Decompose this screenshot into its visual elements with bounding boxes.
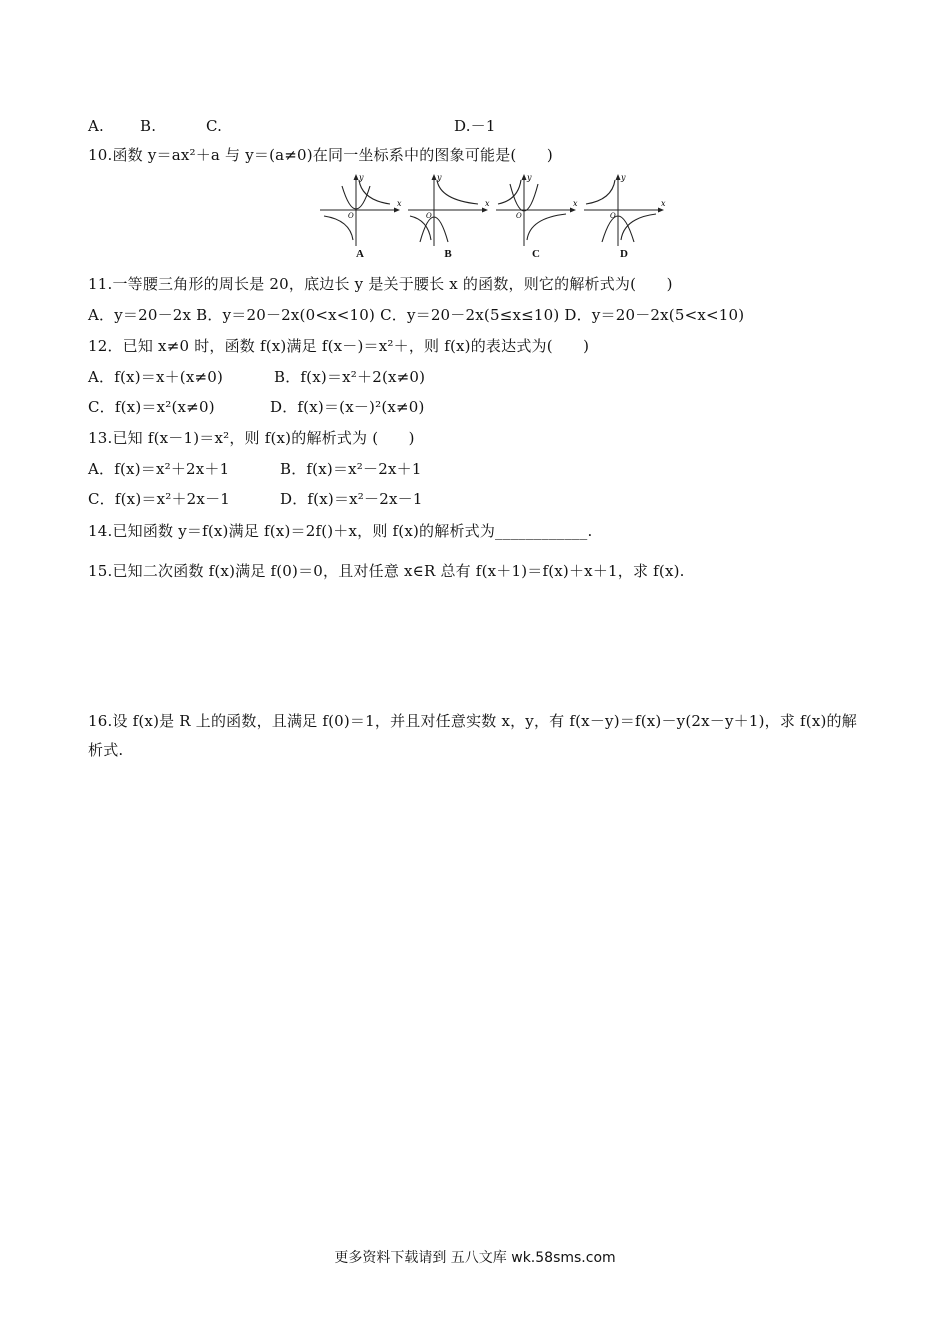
graph-c <box>494 172 578 264</box>
q13-option-b: B．f(x)＝x²－2x＋1 <box>280 460 422 478</box>
q12-stem: 12．已知 x≠0 时，函数 f(x)满足 f(x－)＝x²＋，则 f(x)的表达式为( ) <box>88 337 590 355</box>
graph-b-x-label: x <box>485 199 490 208</box>
graph-a-label: A <box>356 248 364 260</box>
q12-option-c: C．f(x)＝x²(x≠0) <box>88 398 215 416</box>
graph-b-plot <box>406 172 490 248</box>
q11-option-b: B．y＝20－2x(0<x<10) <box>196 306 376 324</box>
q12-option-b: B．f(x)＝x²＋2(x≠0) <box>274 368 426 386</box>
graph-d-origin: O <box>610 212 616 220</box>
graph-c-label: C <box>532 248 540 260</box>
graph-c-plot <box>494 172 578 248</box>
graph-b-y-label: y <box>437 173 442 182</box>
q9-option-d: D.－1 <box>454 117 496 135</box>
graph-b-origin: O <box>426 212 432 220</box>
q11-option-a: A．y＝20－2x <box>88 306 192 324</box>
q10-stem: 10.函数 y＝ax²＋a 与 y＝(a≠0)在同一坐标系中的图象可能是( ) <box>88 146 553 164</box>
graph-b-label: B <box>444 248 452 260</box>
q13-option-d: D．f(x)＝x²－2x－1 <box>280 490 423 508</box>
graph-c-y-label: y <box>527 173 532 182</box>
q11-stem: 11.一等腰三角形的周长是 20，底边长 y 是关于腰长 x 的函数，则它的解析式为( ) <box>88 275 673 293</box>
q13-option-a: A．f(x)＝x²＋2x＋1 <box>88 460 230 478</box>
graph-b <box>406 172 490 264</box>
q13-stem: 13.已知 f(x－1)＝x²，则 f(x)的解析式为 ( ) <box>88 429 415 447</box>
q11-option-d: D．y＝20－2x(5<x<10) <box>564 306 745 324</box>
graph-a-plot <box>318 172 402 248</box>
graph-a-origin: O <box>348 212 354 220</box>
graph-d-label: D <box>620 248 628 260</box>
q12-option-a: A．f(x)＝x＋(x≠0) <box>88 368 224 386</box>
q11-option-c: C．y＝20－2x(5≤x≤10) <box>380 306 560 324</box>
graph-d-plot <box>582 172 666 248</box>
footer-watermark: 更多资料下载请到 五八文库 wk.58sms.com <box>334 1250 616 1266</box>
q10-figures <box>318 172 670 264</box>
graph-d-x-label: x <box>661 199 666 208</box>
q16-stem: 16.设 f(x)是 R 上的函数，且满足 f(0)＝1，并且对任意实数 x，y，有 f(x－y)＝f(x)－y(2x－y＋1)，求 f(x)的解析式. <box>88 712 857 759</box>
graph-c-x-label: x <box>573 199 578 208</box>
q9-option-c: C. <box>206 117 223 135</box>
q15-stem: 15.已知二次函数 f(x)满足 f(0)＝0，且对任意 x∈R 总有 f(x＋1)＝f(x)＋x＋1，求 f(x). <box>88 562 685 580</box>
graph-a <box>318 172 402 264</box>
graph-d-y-label: y <box>621 173 626 182</box>
q9-option-b: B. <box>140 117 157 135</box>
q9-option-a: A. <box>88 117 105 135</box>
q13-option-c: C．f(x)＝x²＋2x－1 <box>88 490 231 508</box>
graph-c-origin: O <box>516 212 522 220</box>
q11-options <box>88 305 744 325</box>
graph-a-x-label: x <box>397 199 402 208</box>
graph-a-y-label: y <box>359 173 364 182</box>
graph-d <box>582 172 666 264</box>
q14-stem: 14.已知函数 y＝f(x)满足 f(x)＝2f()＋x，则 f(x)的解析式为____________. <box>88 522 593 540</box>
q12-option-d: D．f(x)＝(x－)²(x≠0) <box>270 398 425 416</box>
